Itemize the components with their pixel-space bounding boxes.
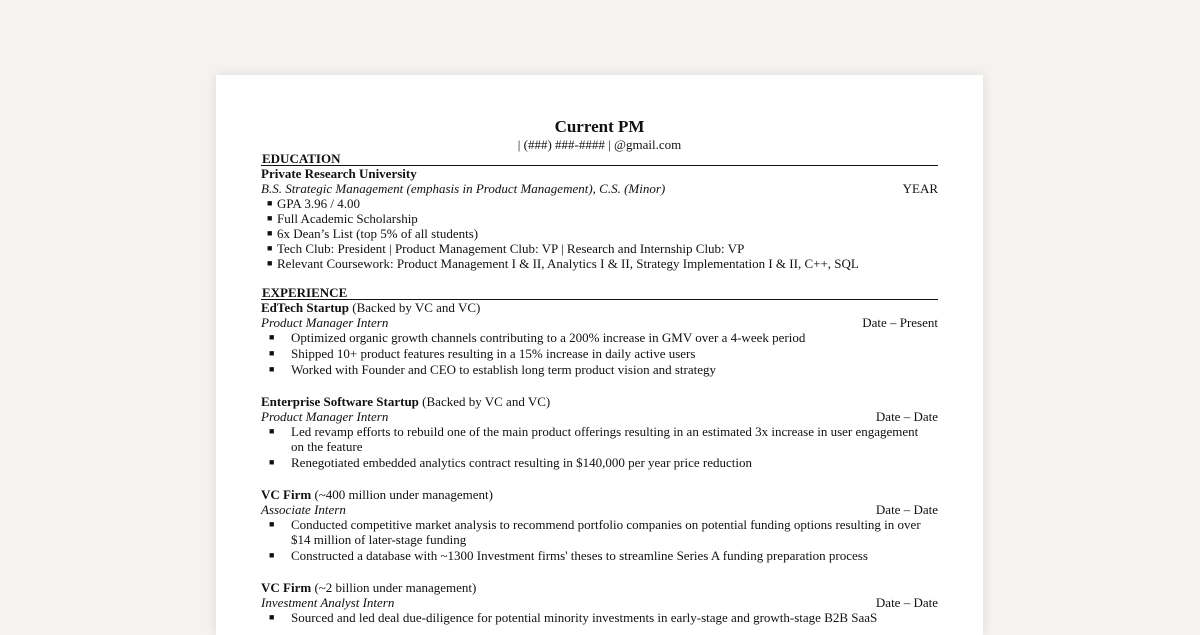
bullet-text: Full Academic Scholarship xyxy=(277,211,418,226)
job-entry xyxy=(261,487,938,563)
job-org-note: (~400 million under management) xyxy=(311,487,493,502)
degree-row xyxy=(261,181,938,196)
square-bullet-icon: ■ xyxy=(267,228,273,238)
school-name: Private Research University xyxy=(261,166,417,181)
list-item xyxy=(261,241,938,256)
list-item xyxy=(261,346,938,361)
job-org: VC Firm xyxy=(261,487,312,502)
square-bullet-icon: ■ xyxy=(269,457,275,467)
job-org-line xyxy=(261,300,938,315)
list-item xyxy=(261,424,938,454)
job-org-note: (Backed by VC and VC) xyxy=(418,394,551,409)
job-entry xyxy=(261,300,938,377)
job-dates: Date – Present xyxy=(862,315,938,330)
job-entry xyxy=(261,394,938,470)
job-dates: Date – Date xyxy=(875,595,938,610)
job-bullets xyxy=(261,424,938,470)
job-org: Enterprise Software Startup xyxy=(261,394,419,409)
job-title-row xyxy=(261,315,938,330)
job-org-note: (~2 billion under management) xyxy=(311,580,477,595)
square-bullet-icon: ■ xyxy=(269,348,275,358)
job-org-line xyxy=(261,580,938,595)
list-item xyxy=(261,517,938,547)
job-bullets xyxy=(261,330,938,377)
bullet-text: Constructed a database with ~1300 Investment firms' theses to streamline Series A funding preparation process xyxy=(291,548,868,563)
bullet-text: Tech Club: President | Product Management Club: VP | Research and Internship Club: VP xyxy=(277,241,745,256)
bullet-text: Sourced and led deal due-diligence for potential minority investments in early-stage and growth-stage B2B SaaS xyxy=(291,610,878,625)
job-org-line xyxy=(261,394,938,409)
resume-page xyxy=(216,75,983,635)
bullet-text: Conducted competitive market analysis to recommend portfolio companies on potential funding options resulting in over $14 million of later-stage funding xyxy=(291,517,921,547)
job-dates: Date – Date xyxy=(875,409,938,424)
job-org-note: (Backed by VC and VC) xyxy=(349,300,481,315)
list-item xyxy=(261,226,938,241)
list-item xyxy=(261,362,938,377)
square-bullet-icon: ■ xyxy=(269,550,275,560)
resume-content xyxy=(261,117,938,626)
bullet-text: GPA 3.96 / 4.00 xyxy=(277,196,360,211)
bullet-text: Renegotiated embedded analytics contract resulting in $140,000 per year price reduction xyxy=(291,455,752,470)
list-item xyxy=(261,455,938,470)
job-org: EdTech Startup xyxy=(261,300,350,315)
job-dates: Date – Date xyxy=(875,502,938,517)
square-bullet-icon: ■ xyxy=(269,519,275,529)
education-bullets xyxy=(261,196,938,271)
job-title: Investment Analyst Intern xyxy=(261,595,395,610)
square-bullet-icon: ■ xyxy=(267,198,273,208)
square-bullet-icon: ■ xyxy=(269,612,275,622)
square-bullet-icon: ■ xyxy=(267,258,273,268)
job-title: Product Manager Intern xyxy=(261,315,389,330)
job-org-line xyxy=(261,487,938,502)
job-entry xyxy=(261,580,938,625)
list-item xyxy=(261,610,938,625)
degree-text: B.S. Strategic Management (emphasis in Product Management), C.S. (Minor) xyxy=(261,181,666,196)
job-title: Product Manager Intern xyxy=(261,409,389,424)
job-title-row xyxy=(261,595,938,610)
square-bullet-icon: ■ xyxy=(269,332,275,342)
bullet-text: Relevant Coursework: Product Management I & II, Analytics I & II, Strategy Implementation I & II, C++, SQL xyxy=(277,256,859,271)
bullet-text: 6x Dean’s List (top 5% of all students) xyxy=(277,226,479,241)
job-title-row xyxy=(261,409,938,424)
list-item xyxy=(261,548,938,563)
square-bullet-icon: ■ xyxy=(269,364,275,374)
list-item xyxy=(261,330,938,345)
bullet-text: Led revamp efforts to rebuild one of the main product offerings resulting in an estimated 3x increase in user engagement on the feature xyxy=(291,424,919,454)
list-item xyxy=(261,256,938,271)
bullet-text: Worked with Founder and CEO to establish long term product vision and strategy xyxy=(291,362,716,377)
bullet-text: Shipped 10+ product features resulting in a 15% increase in daily active users xyxy=(291,346,696,361)
education-heading: EDUCATION xyxy=(261,152,938,166)
square-bullet-icon: ■ xyxy=(269,426,275,436)
job-title: Associate Intern xyxy=(261,502,346,517)
job-org: VC Firm xyxy=(261,580,312,595)
bullet-text: Optimized organic growth channels contributing to a 200% increase in GMV over a 4-week period xyxy=(291,330,806,345)
experience-heading: EXPERIENCE xyxy=(261,286,938,300)
square-bullet-icon: ■ xyxy=(267,243,273,253)
job-bullets xyxy=(261,610,938,625)
contact-line: | (###) ###-#### | @gmail.com xyxy=(517,137,682,152)
square-bullet-icon: ■ xyxy=(267,213,273,223)
candidate-name: Current PM xyxy=(554,117,645,136)
list-item xyxy=(261,211,938,226)
job-title-row xyxy=(261,502,938,517)
graduation-year: YEAR xyxy=(902,181,938,196)
list-item xyxy=(261,196,938,211)
job-bullets xyxy=(261,517,938,563)
